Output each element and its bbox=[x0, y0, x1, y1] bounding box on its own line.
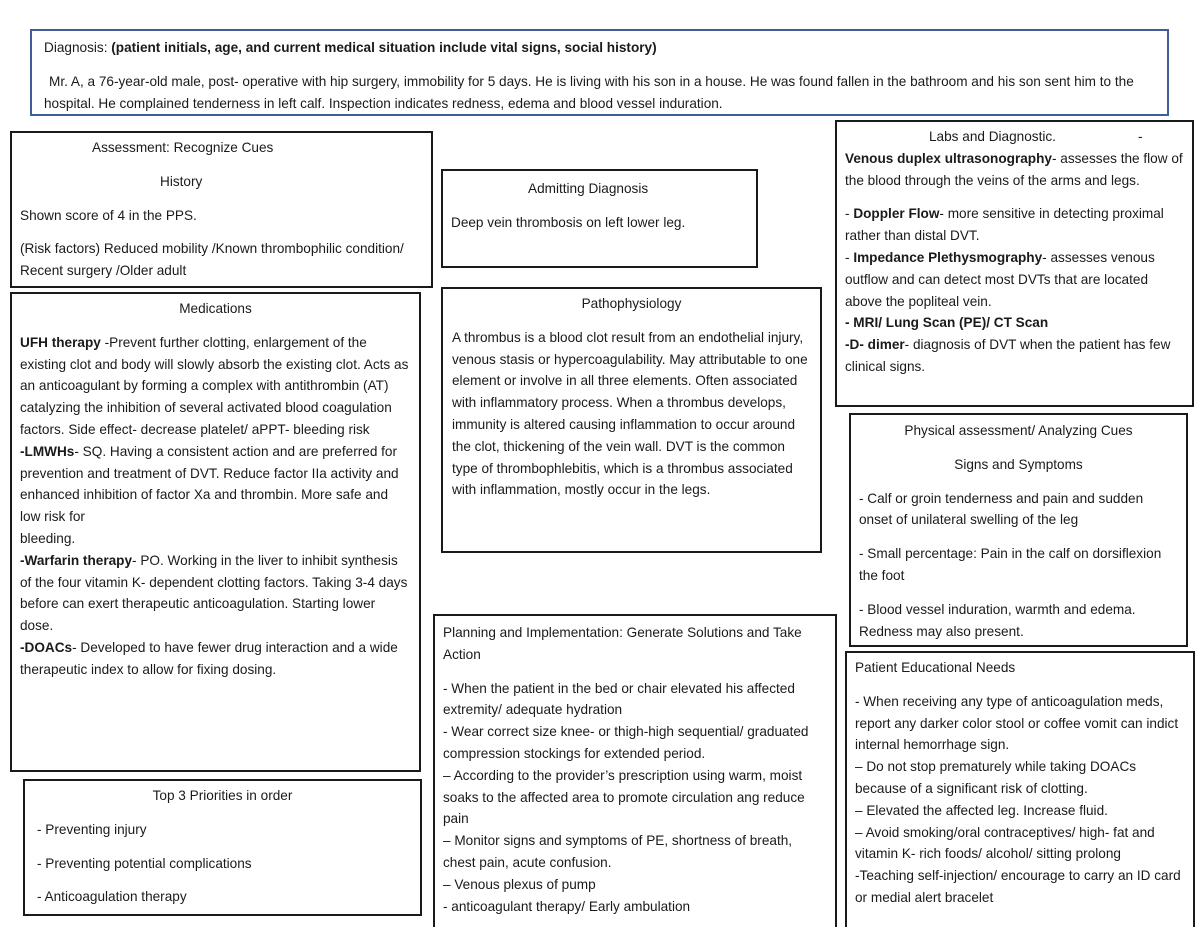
medication-lmwh-tail: bleeding. bbox=[20, 530, 76, 546]
priority-item: - Anticoagulation therapy bbox=[37, 889, 187, 905]
diagnosis-label: Diagnosis: bbox=[44, 40, 112, 55]
medication-warfarin-name: -Warfarin therapy bbox=[20, 552, 133, 568]
planning-item: – Venous plexus of pump bbox=[443, 876, 596, 892]
diagnosis-box bbox=[30, 29, 1169, 116]
labs-item-3-prefix: - bbox=[845, 249, 854, 265]
physical-item-2: - Small percentage: Pain in the calf on dorsiflexion the foot bbox=[859, 546, 1162, 583]
assessment-subtitle: History bbox=[160, 173, 203, 189]
priorities-title: Top 3 Priorities in order bbox=[152, 788, 293, 803]
medication-lmwh bbox=[20, 441, 411, 528]
medication-warfarin bbox=[20, 550, 411, 637]
education-item: - When receiving any type of anticoagulation meds, report any darker color stool or coffee vomit can indict internal hemorrhage sign. bbox=[855, 693, 1179, 753]
labs-item-4 bbox=[845, 312, 1184, 334]
labs-item-1-text: - assesses the flow of the blood through the veins of the arms and legs. bbox=[845, 150, 1183, 188]
planning-list bbox=[443, 678, 827, 918]
patho-title: Pathophysiology bbox=[581, 296, 682, 311]
education-item: -Teaching self-injection/ encourage to carry an ID card or medial alert bracelet bbox=[855, 868, 1181, 905]
assessment-line-1: Shown score of 4 in the PPS. bbox=[20, 207, 197, 223]
planning-item: – According to the provider’s prescription using warm, moist soaks to the affected area to promote circulation ang reduce pain bbox=[443, 767, 805, 827]
admitting-text: Deep vein thrombosis on left lower leg. bbox=[451, 214, 686, 230]
medications-title: Medications bbox=[179, 301, 252, 316]
patho-text: A thrombus is a blood clot result from an endothelial injury, venous stasis or hypercoagulability. May attributable to one element or involve in all three elements. Often associated with inflammatory process. When a thrombus develops, immunity is altered causing inflammation to occur around the clot, thickening of the vein wall. DVT is the common type of thrombophlebitis, which is a thrombus associated with inflammation, mostly occur in the legs. bbox=[452, 329, 808, 498]
assessment-box bbox=[10, 131, 433, 288]
diagnosis-heading-bold: (patient initials, age, and current medical situation include vital signs, social history) bbox=[111, 40, 657, 55]
planning-item: - When the patient in the bed or chair elevated his affected extremity/ adequate hydration bbox=[443, 680, 795, 718]
medications-box bbox=[10, 292, 421, 772]
medication-doac-text: - Developed to have fewer drug interaction and a wide therapeutic index to allow for fixing dosing. bbox=[20, 639, 398, 677]
priorities-box bbox=[23, 779, 422, 916]
labs-item-4-bold: - MRI/ Lung Scan (PE)/ CT Scan bbox=[845, 315, 1049, 331]
labs-title-line bbox=[845, 126, 1184, 148]
planning-title: Planning and Implementation: Generate Solutions and Take Action bbox=[443, 625, 802, 662]
planning-item: - anticoagulant therapy/ Early ambulation bbox=[443, 898, 691, 914]
medication-lmwh-text: - SQ. Having a consistent action and are preferred for prevention and treatment of DVT. Reduce factor IIa activity and enhanced inhibition of factor Xa and thrombin. More safe and low risk for bbox=[20, 443, 399, 525]
labs-diagnostic-box bbox=[835, 120, 1194, 407]
physical-subtitle: Signs and Symptoms bbox=[954, 456, 1083, 472]
physical-item-3: - Blood vessel induration, warmth and edema. Redness may also present. bbox=[859, 601, 1136, 639]
labs-item-2 bbox=[845, 203, 1184, 247]
labs-item-1-bold: Venous duplex ultrasonography bbox=[845, 150, 1052, 166]
medication-ufh-name: UFH therapy bbox=[20, 334, 101, 350]
education-list bbox=[855, 691, 1185, 909]
medication-doac bbox=[20, 637, 411, 681]
labs-title: Labs and Diagnostic. bbox=[929, 129, 1056, 144]
diagnosis-text: Mr. A, a 76-year-old male, post- operative with hip surgery, immobility for 5 days. He is living with his son in a house. He was found fallen in the bathroom and his son sent him to the hospital. He complained tenderness in left calf. Inspection indicates redness, edema and blood vessel induration. bbox=[44, 73, 1134, 111]
priority-item: - Preventing potential complications bbox=[37, 855, 252, 871]
labs-item-5 bbox=[845, 334, 1184, 378]
education-item: – Avoid smoking/oral contraceptives/ high- fat and vitamin K- rich foods/ alcohol/ sitting prolong bbox=[855, 824, 1155, 862]
admitting-diagnosis-box bbox=[441, 169, 758, 268]
labs-item-5-bold: -D- dimer bbox=[845, 337, 905, 353]
planning-item: – Monitor signs and symptoms of PE, shortness of breath, chest pain, acute confusion. bbox=[443, 833, 793, 870]
planning-item: - Wear correct size knee- or thigh-high sequential/ graduated compression stockings for extended period. bbox=[443, 724, 809, 761]
medication-ufh bbox=[20, 332, 411, 441]
medication-lmwh-name: -LMWHs bbox=[20, 443, 75, 459]
medication-warfarin-text: - PO. Working in the liver to inhibit synthesis of the four vitamin K- dependent clotting factors. Taking 3-4 days before can exert therapeutic anticoagulation. Starting lower dose. bbox=[20, 552, 408, 634]
labs-item-5-text: - diagnosis of DVT when the patient has few clinical signs. bbox=[845, 337, 1171, 374]
labs-item-2-text: - more sensitive in detecting proximal rather than distal DVT. bbox=[845, 206, 1164, 244]
admitting-title: Admitting Diagnosis bbox=[528, 181, 649, 196]
assessment-line-2: (Risk factors) Reduced mobility /Known thrombophilic condition/ Recent surgery /Older adult bbox=[20, 241, 404, 279]
education-item: – Do not stop prematurely while taking DOACs because of a significant risk of clotting. bbox=[855, 759, 1137, 796]
medication-doac-name: -DOACs bbox=[20, 639, 73, 655]
labs-item-1 bbox=[845, 148, 1184, 192]
assessment-title: Assessment: Recognize Cues bbox=[92, 140, 274, 155]
diagnosis-heading bbox=[44, 37, 1155, 59]
labs-item-2-bold: Doppler Flow bbox=[853, 206, 940, 222]
pathophysiology-box bbox=[441, 287, 822, 553]
physical-item-1: - Calf or groin tenderness and pain and sudden onset of unilateral swelling of the leg bbox=[859, 490, 1144, 528]
physical-title: Physical assessment/ Analyzing Cues bbox=[904, 423, 1133, 438]
physical-assessment-box bbox=[849, 413, 1188, 647]
labs-title-mark: - bbox=[1137, 129, 1143, 144]
planning-box bbox=[433, 614, 837, 927]
education-item: – Elevated the affected leg. Increase fluid. bbox=[855, 802, 1108, 818]
education-title: Patient Educational Needs bbox=[855, 660, 1016, 675]
priority-item: - Preventing injury bbox=[37, 821, 147, 837]
labs-item-2-prefix: - bbox=[845, 206, 854, 222]
labs-item-3-text: - assesses venous outflow and can detect most DVTs that are located above the popliteal vein. bbox=[845, 249, 1155, 309]
labs-item-3 bbox=[845, 247, 1184, 312]
medication-ufh-text: -Prevent further clotting, enlargement of the existing clot and body will slowly absorb the existing clot. Acts as an anticoagulant by forming a complex with antithrombin (AT) catalyzing the inhibition of several activated blood coagulation factors. Side effect- decrease platelet/ aPPT- bleeding risk bbox=[20, 334, 409, 437]
education-box bbox=[845, 651, 1195, 927]
labs-item-3-bold: Impedance Plethysmography bbox=[853, 249, 1043, 265]
